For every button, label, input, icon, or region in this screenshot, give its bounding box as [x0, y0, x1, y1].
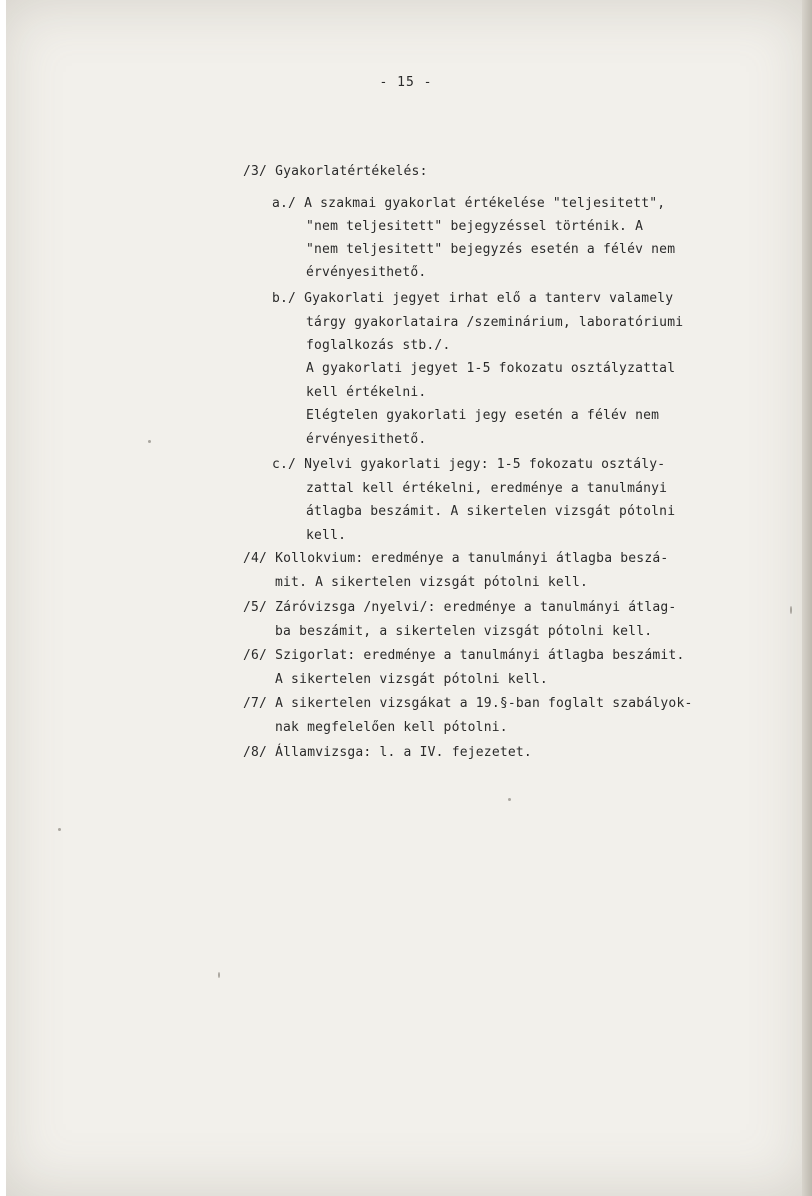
section-5-line-1: /5/ Záróvizsga /nyelvi/: eredménye a tanulmányi átlag-	[243, 600, 677, 615]
section-4-line-2: mit. A sikertelen vizsgát pótolni kell.	[275, 575, 589, 590]
scan-speck	[58, 828, 61, 831]
section-5-line-2: ba beszámit, a sikertelen vizsgát pótolni kell.	[275, 624, 653, 639]
section-8-line-1: /8/ Államvizsga: l. a IV. fejezetet.	[243, 745, 532, 760]
item-a-line-4: érvényesithető.	[306, 265, 427, 280]
item-b-line-2: tárgy gyakorlataira /szeminárium, laboratóriumi	[306, 315, 684, 330]
scan-speck	[508, 798, 511, 801]
item-b-line-4: A gyakorlati jegyet 1-5 fokozatu osztályzattal	[306, 361, 676, 376]
item-c-line-3: átlagba beszámit. A sikertelen vizsgát pótolni	[306, 504, 676, 519]
page-number: - 15 -	[379, 75, 433, 90]
item-c-line-1: c./ Nyelvi gyakorlati jegy: 1-5 fokozatu osztály-	[272, 457, 666, 472]
item-b-line-5: kell értékelni.	[306, 385, 427, 400]
item-b-line-6: Elégtelen gyakorlati jegy esetén a félév nem	[306, 408, 660, 423]
section-4-line-1: /4/ Kollokvium: eredménye a tanulmányi átlagba beszá-	[243, 551, 669, 566]
section-6-line-1: /6/ Szigorlat: eredménye a tanulmányi átlagba beszámit.	[243, 648, 685, 663]
section-3-heading: /3/ Gyakorlatértékelés:	[243, 164, 428, 179]
scan-speck	[790, 606, 792, 614]
item-b-line-1: b./ Gyakorlati jegyet irhat elő a tanterv valamely	[272, 291, 674, 306]
item-a-line-2: "nem teljesitett" bejegyzéssel történik. A	[306, 219, 644, 234]
item-a-line-1: a./ A szakmai gyakorlat értékelése "teljesitett",	[272, 196, 666, 211]
section-7-line-2: nak megfelelően kell pótolni.	[275, 720, 508, 735]
item-c-line-4: kell.	[306, 528, 347, 543]
scan-speck	[218, 972, 220, 978]
section-6-line-2: A sikertelen vizsgát pótolni kell.	[275, 672, 548, 687]
scan-speck	[148, 440, 151, 443]
item-b-line-7: érvényesithető.	[306, 432, 427, 447]
item-b-line-3: foglalkozás stb./.	[306, 338, 451, 353]
section-7-line-1: /7/ A sikertelen vizsgákat a 19.§-ban foglalt szabályok-	[243, 696, 693, 711]
scan-edge-left	[0, 0, 6, 1196]
scan-edge-right	[802, 0, 812, 1196]
item-a-line-3: "nem teljesitett" bejegyzés esetén a félév nem	[306, 242, 676, 257]
item-c-line-2: zattal kell értékelni, eredménye a tanulmányi	[306, 481, 668, 496]
